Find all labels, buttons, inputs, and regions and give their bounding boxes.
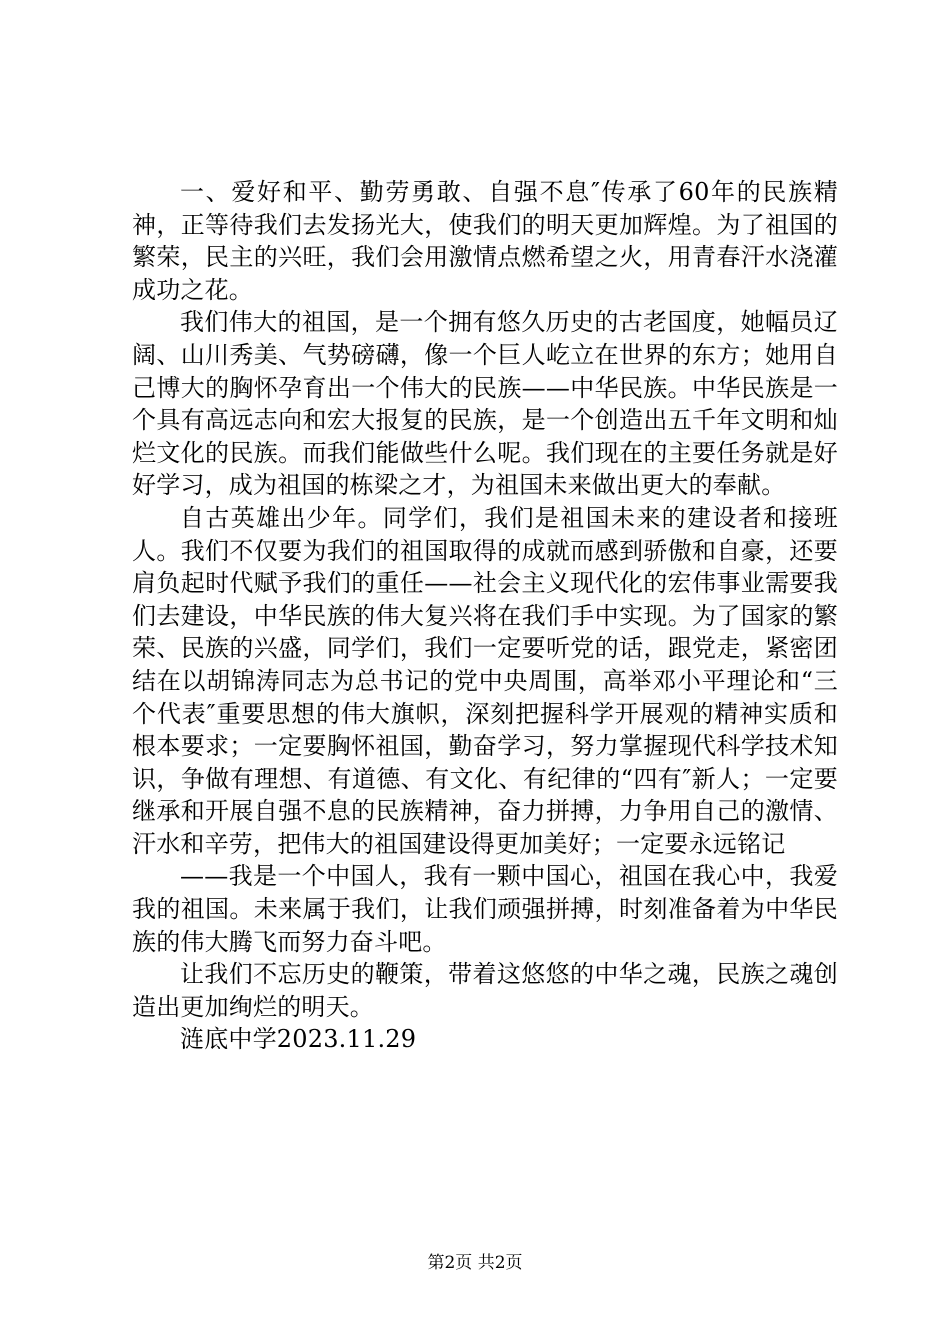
paragraph-motherland: 我们伟大的祖国，是一个拥有悠久历史的古老国度，她幅员辽阔、山川秀美、气势磅礴，像一个巨人屹立在世界的东方；她用自己博大的胸怀孕育出一个伟大的民族——中华民族。中华民族是一个具有高远志向和宏大报复的民族，是一个创造出五千年文明和灿烂文化的民族。而我们能做些什么呢。我们现在的主要任务就是好好学习，成为祖国的栋梁之才，为祖国未来做出更大的奉献。 bbox=[132, 308, 838, 500]
paragraph-youth: 自古英雄出少年。同学们，我们是祖国未来的建设者和接班人。我们不仅要为我们的祖国取得的成就而感到骄傲和自豪，还要肩负起时代赋予我们的重任——社会主义现代化的宏伟事业需要我们去建设，中华民族的伟大复兴将在我们手中实现。为了国家的繁荣、民族的兴盛，同学们，我们一定要听党的话，跟党走，紧密团结在以胡锦涛同志为总书记的党中央周围，高举邓小平理论和“三个代表″重要思想的伟大旗帜，深刻把握科学开展观的精神实质和根本要求；一定要胸怀祖国，勤奋学习，努力掌握现代科学技术知识，争做有理想、有道德、有文化、有纪律的“四有″新人；一定要继承和开展自强不息的民族精神，奋力拼搏，力争用自己的激情、汗水和辛劳，把伟大的祖国建设得更加美好；一定要永远铭记 bbox=[132, 503, 838, 858]
paragraph-chinese-heart: ——我是一个中国人，我有一颗中国心，祖国在我心中，我爱我的祖国。未来属于我们，让我们顽强拼搏，时刻准备着为中华民族的伟大腾飞而努力奋斗吧。 bbox=[132, 862, 838, 956]
page-footer: 第2页 共2页 bbox=[427, 1253, 523, 1273]
document-body bbox=[132, 176, 838, 1056]
paragraph-intro: 一、爱好和平、勤劳勇敢、自强不息″传承了60年的民族精神，正等待我们去发扬光大，使我们的明天更加辉煌。为了祖国的繁荣，民主的兴旺，我们会用激情点燃希望之火，用青春汗水浇灌成功之花。 bbox=[132, 178, 838, 304]
signature-line: 涟底中学2023.11.29 bbox=[180, 1025, 417, 1054]
paragraph-closing: 让我们不忘历史的鞭策，带着这悠悠的中华之魂，民族之魂创造出更加绚烂的明天。 bbox=[132, 960, 838, 1021]
